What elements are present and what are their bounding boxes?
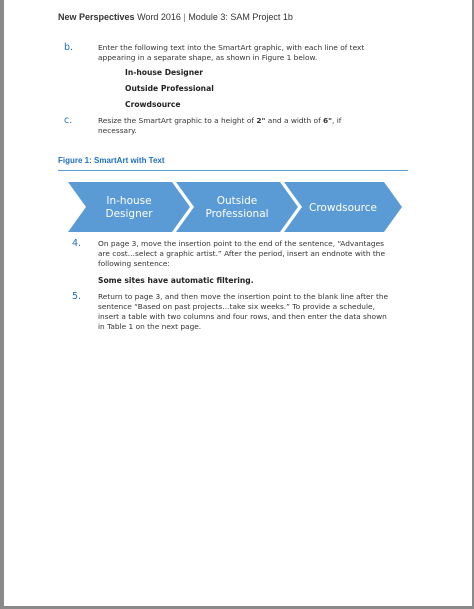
step-c-line1 [98, 116, 341, 126]
page-header [58, 12, 293, 22]
list-item-inhouse-designer: In-house Designer [125, 68, 204, 77]
shape-1-line2: Designer [105, 208, 153, 220]
step-c-text [98, 116, 341, 136]
step-5-marker: 5. [72, 291, 82, 302]
endnote-sentence: Some sites have automatic filtering. [98, 276, 254, 285]
step-4-line1: On page 3, move the insertion point to the end of the sentence, “Advantages [98, 239, 384, 248]
step-c-line2: necessary. [98, 126, 137, 135]
figure-divider [58, 170, 408, 171]
step-c-suffix: , if [332, 116, 342, 125]
chevron-shape-2 [176, 182, 298, 232]
step-5-line2: sentence “Based on past projects…take six weeks.” To provide a schedule, [98, 302, 375, 311]
step-5-line1: Return to page 3, and then move the insertion point to the blank line after the [98, 292, 389, 301]
step-b-text [98, 43, 364, 63]
shape-2-line2: Professional [205, 208, 269, 220]
step-b-line2: appearing in a separate shape, as shown in Figure 1 below. [98, 53, 318, 62]
step-4-line2: are cost…select a graphic artist.” After the period, insert an endnote with the [98, 249, 385, 258]
step-c-prefix: Resize the SmartArt graphic to a height of [98, 116, 257, 125]
list-item-outside-professional: Outside Professional [125, 84, 214, 93]
shape-2-line1: Outside [216, 195, 258, 207]
shape-1-line1: In-house [106, 195, 152, 207]
height-value: 2" [256, 116, 266, 125]
header-separator: | [183, 12, 186, 22]
step-5-line4: in Table 1 on the next page. [98, 322, 202, 331]
header-brand: New Perspectives [58, 12, 135, 22]
step-c-marker: c. [64, 115, 73, 126]
document-page [4, 0, 472, 606]
step-4-text [98, 239, 385, 269]
step-5-line3: insert a table with two columns and four rows, and then enter the data shown [98, 312, 387, 321]
header-course: Word 2016 [137, 12, 181, 22]
smartart-graphic [68, 180, 408, 234]
shape-3-line1: Crowdsource [309, 202, 377, 214]
figure-title: Figure 1: SmartArt with Text [58, 156, 165, 165]
width-value: 6" [323, 116, 333, 125]
step-c-mid: and a width of [265, 116, 324, 125]
step-b-marker: b. [64, 42, 74, 53]
step-4-marker: 4. [72, 238, 82, 249]
step-b-line1: Enter the following text into the SmartArt graphic, with each line of text [98, 43, 365, 52]
step-5-text [98, 292, 388, 332]
step-4-line3: following sentence: [98, 259, 170, 268]
header-module: Module 3: SAM Project 1b [188, 12, 293, 22]
chevron-shape-1 [68, 182, 190, 232]
list-item-crowdsource: Crowdsource [125, 100, 181, 109]
